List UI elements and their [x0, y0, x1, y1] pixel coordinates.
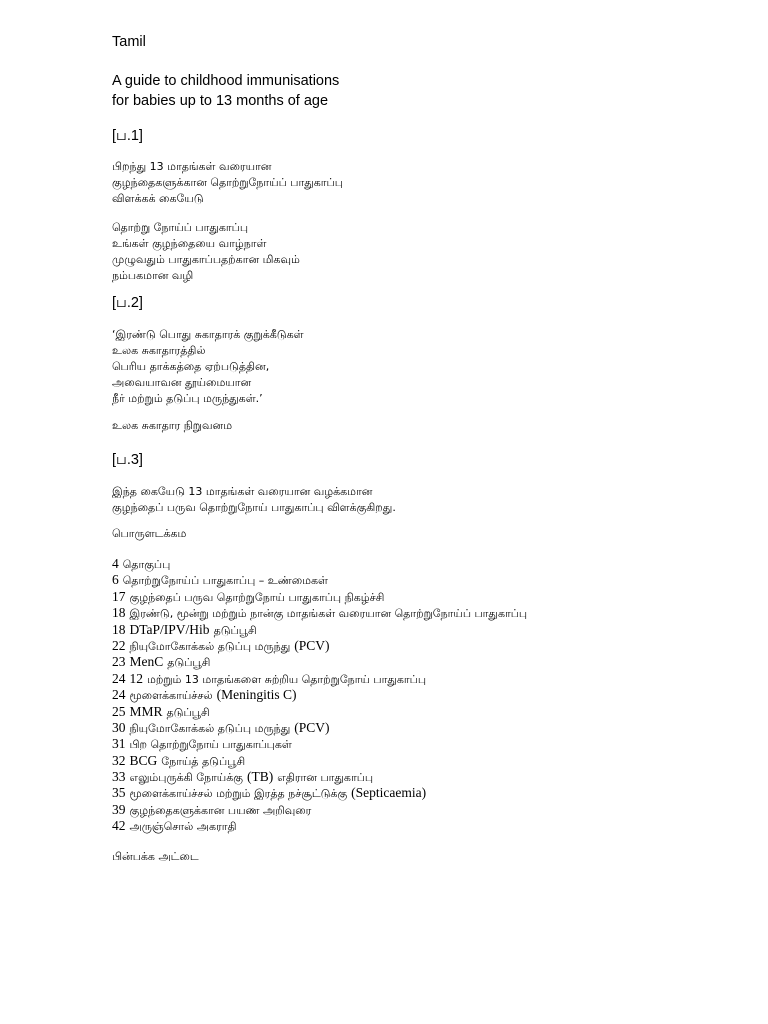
p2-attribution: உலக சுகாதார நிறுவனம	[112, 419, 233, 432]
toc-entry-text: (PCV)	[294, 637, 330, 653]
toc-entry-text: BCG	[129, 752, 158, 768]
toc-page-number: 35	[112, 785, 126, 801]
toc-entry[interactable]	[112, 622, 527, 638]
toc-entry-text: தடுப்பூசி	[213, 623, 257, 637]
toc-entry-text: DTaP/IPV/Hib	[129, 621, 210, 637]
toc-entry-text: (Septicaemia)	[351, 785, 427, 801]
toc-entry-text: தடுப்பூசி	[166, 705, 210, 719]
p2-quote-line: அவையாவன தூய்மையான	[112, 376, 252, 389]
toc-page-number: 39	[112, 801, 126, 817]
toc-page-number: 32	[112, 752, 126, 768]
toc-entry-text: இரண்டு, மூன்று மற்றும் நான்கு மாதங்கள் வரையான தொற்றுநோய்ப் பாதுகாப்பு	[129, 607, 528, 621]
toc-entry[interactable]	[112, 654, 527, 670]
p2-quote-line: பெரிய தாக்கத்தை ஏற்படுத்தின,	[112, 360, 270, 373]
toc-page-number: 6	[112, 572, 119, 588]
toc-entry-text: குழந்தைகளுக்கான பயண அறிவுரை	[129, 803, 312, 817]
toc-entry-text: (PCV)	[294, 719, 330, 735]
toc-entry[interactable]	[112, 589, 527, 605]
toc-entry-text: பிற தொற்றுநோய் பாதுகாப்புகள்	[129, 738, 292, 752]
toc-entry-text: (Meningitis C)	[216, 687, 297, 703]
toc-entry-text: எலும்புருக்கி நோய்க்கு	[129, 771, 243, 785]
p1-tagline-block	[112, 220, 300, 284]
toc-entry-text: தடுப்பூசி	[167, 656, 211, 670]
toc-page-number: 23	[112, 654, 126, 670]
toc-entry-text: குழந்தைப் பருவ தொற்றுநோய் பாதுகாப்பு நிகழ்ச்சி	[129, 590, 385, 604]
p1-intro-line: பிறந்து 13 மாதங்கள் வரையான	[112, 160, 272, 173]
p1-intro-line: குழந்தைகளுக்கான தொற்றுநோய்ப் பாதுகாப்பு	[112, 176, 343, 189]
toc-entry[interactable]	[112, 753, 527, 769]
toc-entry[interactable]	[112, 687, 527, 703]
toc-entry-text: மூளைக்காய்ச்சல்	[129, 689, 213, 703]
toc-entry[interactable]	[112, 818, 527, 834]
toc-entry[interactable]	[112, 802, 527, 818]
contents-heading: பொருளடக்கம	[112, 527, 187, 540]
toc-entry-text: எதிரான பாதுகாப்பு	[277, 771, 374, 785]
p3-intro-block	[112, 484, 396, 516]
toc-entry-text: நோய்த் தடுப்பூசி	[161, 754, 246, 768]
toc-entry-text: தொற்றுநோய்ப் பாதுகாப்பு – உண்மைகள்	[122, 574, 328, 588]
toc-entry-text: தொகுப்பு	[122, 558, 171, 571]
toc-page-number: 24	[112, 670, 126, 686]
toc-page-number: 25	[112, 703, 126, 719]
toc-entry[interactable]	[112, 556, 527, 572]
toc-entry-text: 12	[129, 670, 143, 686]
p3-intro-line: குழந்தைப் பருவ தொற்றுநோய் பாதுகாப்பு விளக்குகிறது.	[112, 501, 396, 514]
toc-page-number: 4	[112, 556, 119, 571]
p2-quote-block	[112, 327, 304, 407]
toc-entry-text: MMR	[129, 703, 163, 719]
language-label: Tamil	[112, 34, 146, 50]
toc-page-number: 18	[112, 621, 126, 637]
p1-tagline-line: நம்பகமான வழி	[112, 269, 194, 282]
toc-page-number: 18	[112, 605, 126, 621]
toc-page-number: 24	[112, 687, 126, 703]
p2-quote-line: உலக சுகாதாரத்தில்	[112, 344, 206, 357]
toc-entry[interactable]	[112, 785, 527, 801]
toc-page-number: 30	[112, 719, 126, 735]
toc-entry-text: அருஞ்சொல் அகராதி	[129, 820, 237, 834]
toc-page-number: 22	[112, 637, 126, 653]
p1-intro-line: விளக்கக் கையேடு	[112, 192, 204, 205]
p1-tagline-line: முழுவதும் பாதுகாப்பதற்கான மிகவும்	[112, 253, 300, 266]
toc-entry-text: நியுமோகோக்கல் தடுப்பு மருந்து	[129, 639, 291, 653]
toc-entry-text: மூளைக்காய்ச்சல் மற்றும் இரத்த நச்சூட்டுக்கு	[129, 787, 348, 801]
toc-entry-text: (TB)	[247, 769, 274, 785]
toc-entry[interactable]	[112, 720, 527, 736]
p1-intro-block	[112, 159, 343, 207]
toc-entry-text: நியுமோகோக்கல் தடுப்பு மருந்து	[129, 721, 291, 735]
toc-entry[interactable]	[112, 704, 527, 720]
toc-entry[interactable]	[112, 605, 527, 621]
back-cover-label: பின்பக்க அட்டை	[112, 850, 199, 863]
p3-intro-line: இந்த கையேடு 13 மாதங்கள் வரையான வழக்கமான	[112, 485, 373, 498]
p2-quote-line: நீர் மற்றும் தடுப்பு மருந்துகள்.’	[112, 392, 263, 405]
toc-entry-text: MenC	[129, 654, 164, 670]
p1-tagline-line: தொற்று நோய்ப் பாதுகாப்பு	[112, 221, 249, 234]
page-marker-3: [ப.3]	[112, 452, 143, 468]
title-line-1: A guide to childhood immunisations	[112, 73, 340, 89]
toc-entry[interactable]	[112, 736, 527, 752]
toc-entry[interactable]	[112, 638, 527, 654]
toc-entry[interactable]	[112, 671, 527, 687]
toc-page-number: 33	[112, 769, 126, 785]
toc-entry[interactable]	[112, 769, 527, 785]
p1-tagline-line: உங்கள் குழந்தையை வாழ்நாள்	[112, 237, 267, 250]
page-marker-1: [ப.1]	[112, 128, 143, 144]
page-marker-2: [ப.2]	[112, 295, 143, 311]
toc-entry-text: மற்றும் 13 மாதங்களை சுற்றிய தொற்றுநோய் பாதுகாப்பு	[147, 672, 427, 686]
table-of-contents	[112, 556, 527, 835]
toc-entry[interactable]	[112, 572, 527, 588]
toc-page-number: 31	[112, 736, 126, 752]
toc-page-number: 17	[112, 588, 126, 604]
p2-quote-line: ‘இரண்டு பொது சுகாதாரக் குறுக்கீடுகள்	[112, 328, 304, 341]
title-line-2: for babies up to 13 months of age	[112, 93, 329, 109]
toc-page-number: 42	[112, 818, 126, 834]
